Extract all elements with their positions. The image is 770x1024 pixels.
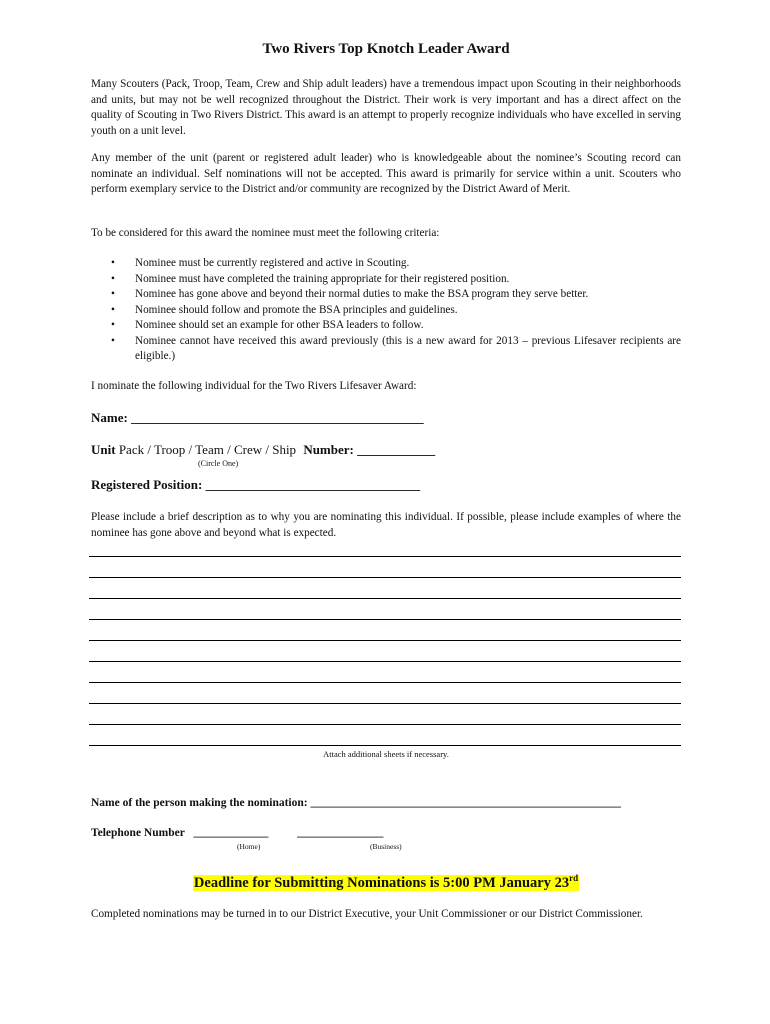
unit-label: Unit [91,442,116,457]
submission-note: Completed nominations may be turned in to our District Executive, your Unit Commissioner or our District Commissioner. [91,908,643,920]
bullet-icon: • [111,288,115,300]
telephone-field [91,827,383,839]
deadline-highlight [193,875,579,891]
description-line[interactable] [89,598,681,599]
registered-position-blank[interactable]: _________________________________ [205,477,421,492]
description-line[interactable] [89,703,681,704]
criteria-item [91,334,681,365]
nominator-field[interactable] [91,797,621,809]
criteria-item [91,318,681,334]
criteria-text: Nominee cannot have received this award previously (this is a new award for 2013 – previous Lifesaver recipients are eligible.) [135,334,681,362]
bullet-icon: • [111,319,115,331]
unit-number-label: Number: [303,442,354,457]
criteria-item [91,256,681,272]
home-phone-blank[interactable]: _____________ [193,827,269,839]
name-blank[interactable]: _____________________________________________ [131,410,424,425]
description-line[interactable] [89,556,681,557]
description-line[interactable] [89,745,681,746]
eligibility-paragraph: Any member of the unit (parent or registered adult leader) who is knowledgeable about the nominee’s Scouting record can nominate an individual. Self nominations will not be accepted. This award is primarily for service within a unit. Scouters who perform exemplary service to the District and/or community are recognized by the District Award of Merit. [91,152,681,195]
description-line[interactable] [89,577,681,578]
description-line[interactable] [89,661,681,662]
business-phone-blank[interactable]: _______________ [297,827,384,839]
intro-paragraph: Many Scouters (Pack, Troop, Team, Crew and Ship adult leaders) have a tremendous impact upon Scouting in their neighborhoods and units, but may not be well recognized throughout the District. Their work is very important and has a direct affect on the quality of Scouting in Two Rivers District. This award is an attempt to properly recognize individuals who have excelled in serving youth on a unit level. [91,78,681,137]
unit-field [91,442,435,458]
circle-one-note: (Circle One) [198,459,239,468]
criteria-item [91,287,681,303]
registered-position-label: Registered Position: [91,477,203,492]
telephone-label: Telephone Number [91,827,185,839]
criteria-text: Nominee should follow and promote the BSA principles and guidelines. [135,303,458,316]
home-phone-label: (Home) [237,842,261,851]
criteria-text: Nominee must have completed the training appropriate for their registered position. [135,272,510,285]
bullet-icon: • [111,303,115,316]
criteria-text: Nominee should set an example for other BSA leaders to follow. [135,319,424,331]
unit-number-blank[interactable]: ____________ [357,442,436,457]
unit-type-options[interactable]: Pack / Troop / Team / Crew / Ship [118,442,297,457]
description-line[interactable] [89,724,681,725]
bullet-icon: • [111,272,115,285]
description-line[interactable] [89,619,681,620]
deadline-suffix: rd [569,873,579,883]
description-line[interactable] [89,640,681,641]
description-prompt: Please include a brief description as to why you are nominating this individual. If possible, please include examples of where the nominee has gone above and beyond what is expected. [91,511,681,539]
criteria-text: Nominee has gone above and beyond their normal duties to make the BSA program they serve better. [135,288,589,300]
business-phone-label: (Business) [370,842,402,851]
nominate-statement: I nominate the following individual for the Two Rivers Lifesaver Award: [91,380,417,392]
description-line[interactable] [89,682,681,683]
name-field[interactable] [91,410,424,426]
deadline-notice [91,873,681,892]
bullet-icon: • [111,257,115,269]
criteria-text: Nominee must be currently registered and active in Scouting. [135,257,410,269]
nominator-label: Name of the person making the nomination: [91,797,308,809]
registered-position-field[interactable] [91,477,420,493]
criteria-item [91,303,681,319]
nominator-blank[interactable]: ______________________________________________________ [310,797,621,809]
bullet-icon: • [111,334,115,347]
deadline-text: Deadline for Submitting Nominations is 5:00 PM January 23 [193,874,570,891]
criteria-intro: To be considered for this award the nominee must meet the following criteria: [91,227,440,239]
page-title: Two Rivers Top Knotch Leader Award [262,41,510,57]
attach-note: Attach additional sheets if necessary. [323,749,449,759]
criteria-item [91,272,681,288]
name-label: Name: [91,410,128,425]
criteria-list [91,256,681,365]
